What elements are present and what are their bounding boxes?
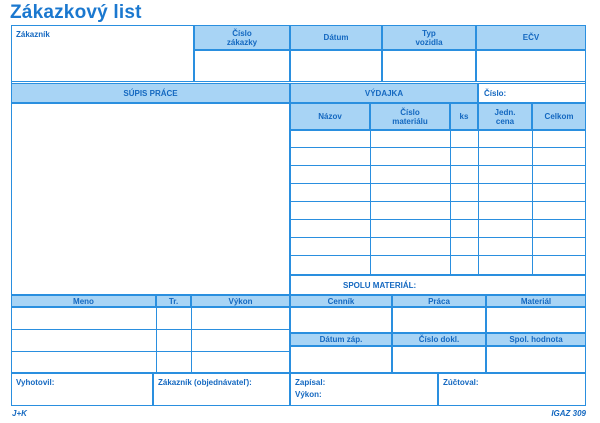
document-number-header xyxy=(392,333,486,346)
record-date-field[interactable] xyxy=(290,346,392,373)
vehicle-type-header xyxy=(382,25,476,50)
workers-col-line xyxy=(191,308,192,373)
price-list-header xyxy=(290,295,392,307)
issue-row-line xyxy=(291,219,586,220)
customer-signature-label: Zákazník (objednávateľ): xyxy=(158,378,252,387)
material-total-row[interactable] xyxy=(290,275,586,295)
issue-col-material-no-label: Číslo materiálu xyxy=(392,107,428,126)
work-list-area[interactable] xyxy=(11,103,290,295)
customer-field[interactable] xyxy=(11,25,194,82)
issue-row-line xyxy=(291,165,586,166)
date-header xyxy=(290,25,382,50)
issue-col-qty xyxy=(450,103,478,130)
workers-row-line xyxy=(12,329,290,330)
date-label: Dátum xyxy=(323,33,349,42)
issue-row-line xyxy=(291,255,586,256)
workers-col-line xyxy=(156,308,157,373)
labor-field[interactable] xyxy=(392,307,486,333)
date-field[interactable] xyxy=(290,50,382,82)
order-number-field[interactable] xyxy=(194,50,290,82)
ecv-field[interactable] xyxy=(476,50,586,82)
issue-row-line xyxy=(291,201,586,202)
workers-col-performance xyxy=(191,295,290,307)
issue-col-total xyxy=(532,103,586,130)
total-value-field[interactable] xyxy=(486,346,586,373)
issue-col-line xyxy=(532,131,533,275)
issue-grid[interactable] xyxy=(290,130,586,275)
billed-by-field[interactable] xyxy=(438,373,586,406)
work-list-header xyxy=(11,83,290,103)
issue-col-line xyxy=(478,131,479,275)
order-number-label: Číslo zákazky xyxy=(226,28,258,47)
customer-signature-field[interactable] xyxy=(153,373,290,406)
document-number-label: Číslo dokl. xyxy=(418,335,460,344)
issue-slip-title: VÝDAJKA xyxy=(364,88,404,98)
ecv-label: EČV xyxy=(522,33,540,42)
workers-col-performance-label: Výkon xyxy=(228,296,253,306)
form-title: Zákazkový list xyxy=(10,2,142,23)
issue-number-label: Číslo: xyxy=(484,89,507,98)
workers-col-name-label: Meno xyxy=(73,296,94,306)
record-date-header xyxy=(290,333,392,346)
issue-col-name-label: Názov xyxy=(318,112,342,121)
material-total-label: SPOLU MATERIÁL: xyxy=(343,281,417,290)
order-number-header xyxy=(194,25,290,50)
document-number-field[interactable] xyxy=(392,346,486,373)
price-list-label: Cenník xyxy=(327,296,355,306)
issue-row-line xyxy=(291,147,586,148)
work-list-title: SÚPIS PRÁCE xyxy=(123,88,178,98)
material-header xyxy=(486,295,586,307)
issue-col-unit-price xyxy=(478,103,532,130)
labor-header xyxy=(392,295,486,307)
issue-number-field[interactable] xyxy=(478,83,586,103)
footer-left-code: J+K xyxy=(12,409,27,418)
workers-col-name xyxy=(11,295,156,307)
issue-col-unit-price-label: Jedn. cena xyxy=(494,107,516,126)
record-date-label: Dátum záp. xyxy=(319,335,363,344)
issue-col-line xyxy=(370,131,371,275)
issue-slip-header xyxy=(290,83,478,103)
total-value-label: Spol. hodnota xyxy=(509,335,563,344)
performance-label: Výkon: xyxy=(295,390,322,399)
issue-row-line xyxy=(291,237,586,238)
labor-label: Práca xyxy=(428,296,450,306)
total-value-header xyxy=(486,333,586,346)
vehicle-type-field[interactable] xyxy=(382,50,476,82)
issue-col-material-no xyxy=(370,103,450,130)
billed-by-label: Zúčtoval: xyxy=(443,378,479,387)
recorded-by-label: Zapísal: xyxy=(295,378,326,387)
footer-form-code: IGAZ 309 xyxy=(551,409,586,418)
workers-row-line xyxy=(12,351,290,352)
workers-col-class xyxy=(156,295,191,307)
issue-col-name xyxy=(290,103,370,130)
recorded-by-field[interactable] xyxy=(290,373,438,406)
made-by-label: Vyhotovil: xyxy=(16,378,55,387)
customer-label: Zákazník xyxy=(16,30,50,39)
vehicle-type-label: Typ vozidla xyxy=(415,28,443,47)
workers-col-class-label: Tr. xyxy=(168,296,179,306)
issue-col-qty-label: ks xyxy=(459,112,469,121)
issue-col-line xyxy=(450,131,451,275)
ecv-header xyxy=(476,25,586,50)
price-list-field[interactable] xyxy=(290,307,392,333)
issue-col-total-label: Celkom xyxy=(544,112,574,121)
made-by-field[interactable] xyxy=(11,373,153,406)
workers-grid[interactable] xyxy=(11,307,290,373)
material-label: Materiál xyxy=(520,296,552,306)
material-field[interactable] xyxy=(486,307,586,333)
issue-row-line xyxy=(291,183,586,184)
